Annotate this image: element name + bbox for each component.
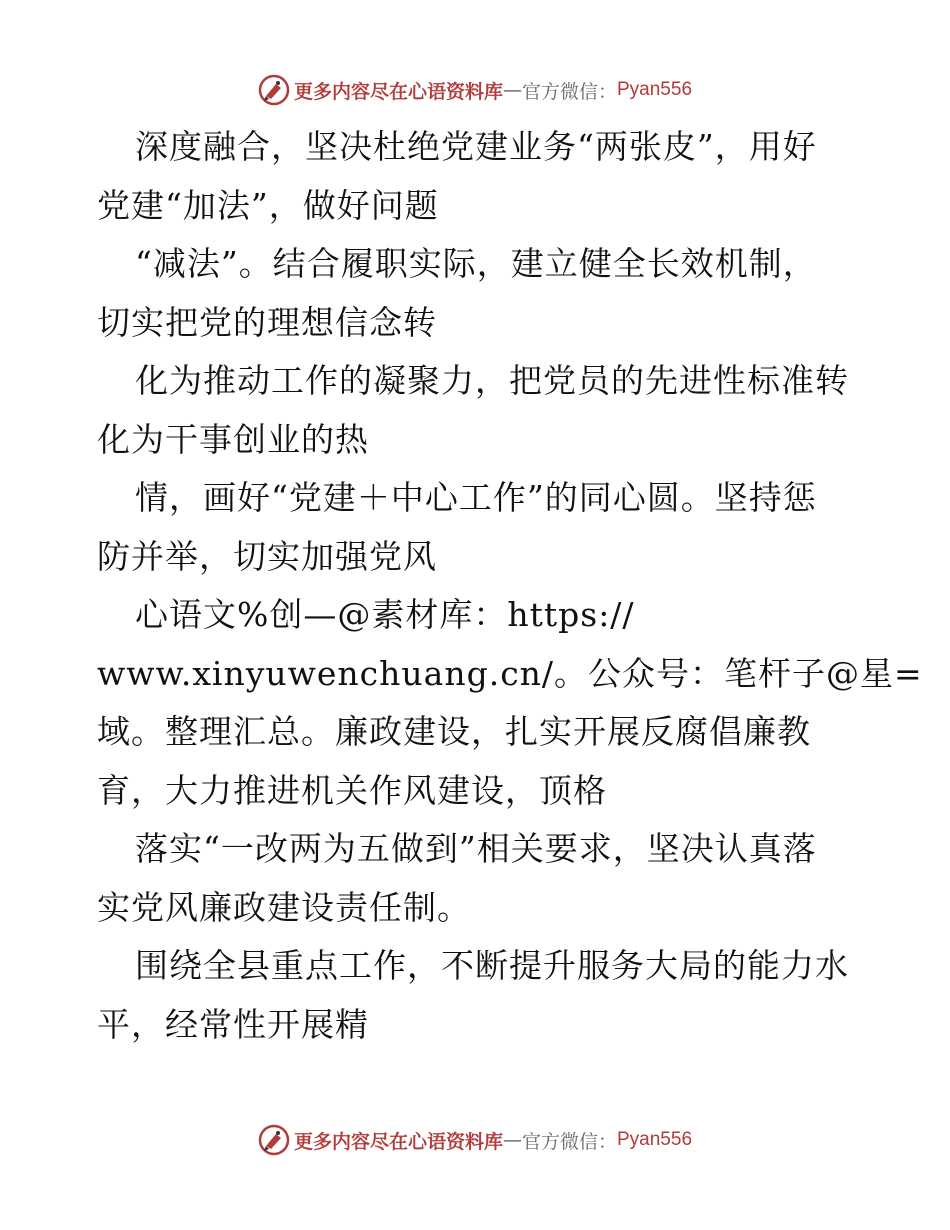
- text-line: 切实把党的理想信念转: [97, 302, 437, 342]
- header-wechat-id: Pyan556: [617, 79, 693, 100]
- text-line: “减法”。结合履职实际，建立健全长效机制，: [135, 244, 817, 283]
- text-line: 域。整理汇总。廉政建设，扎实开展反腐倡廉教: [97, 712, 811, 751]
- footer-wechat-label: 官方微信：: [521, 1130, 617, 1153]
- text-line: 化为干事创业的热: [97, 419, 369, 459]
- document-body: [97, 118, 923, 1054]
- text-line: 化为推动工作的凝聚力，把党员的先进性标准转: [135, 361, 849, 400]
- pen-nib-logo-icon: [258, 1124, 290, 1156]
- footer-banner-inner: [258, 1124, 692, 1156]
- header-promo-text: 更多内容尽在心语资料库: [293, 80, 503, 103]
- text-line: 党建“加法”，做好问题: [97, 185, 439, 225]
- text-line: 落实“一改两为五做到”相关要求，坚决认真落: [135, 829, 817, 868]
- text-line: 防并举，切实加强党风: [97, 536, 437, 576]
- footer-dash: —: [502, 1129, 522, 1151]
- footer-promo-text: 更多内容尽在心语资料库: [293, 1130, 503, 1153]
- text-line: www.xinyuwenchuang.cn/。公众号：笔杆子@星=: [97, 653, 923, 693]
- text-line: 心语文%创—@素材库：https://: [135, 595, 635, 634]
- header-wechat-label: 官方微信：: [521, 80, 617, 103]
- footer-banner: [0, 1120, 950, 1160]
- header-banner-inner: [258, 74, 692, 106]
- text-line: 平，经常性开展精: [97, 1004, 369, 1044]
- text-line: 深度融合，坚决杜绝党建业务“两张皮”，用好: [135, 127, 817, 166]
- footer-wechat-id: Pyan556: [617, 1129, 693, 1150]
- pen-nib-logo-icon: [258, 74, 290, 106]
- text-line: 情，画好“党建＋中心工作”的同心圆。坚持惩: [135, 478, 817, 517]
- header-banner: [0, 70, 950, 110]
- text-line: 育，大力推进机关作风建设，顶格: [97, 770, 607, 810]
- text-line: 实党风廉政建设责任制。: [97, 887, 471, 927]
- text-line: 围绕全县重点工作，不断提升服务大局的能力水: [135, 946, 849, 985]
- header-dash: —: [502, 79, 522, 101]
